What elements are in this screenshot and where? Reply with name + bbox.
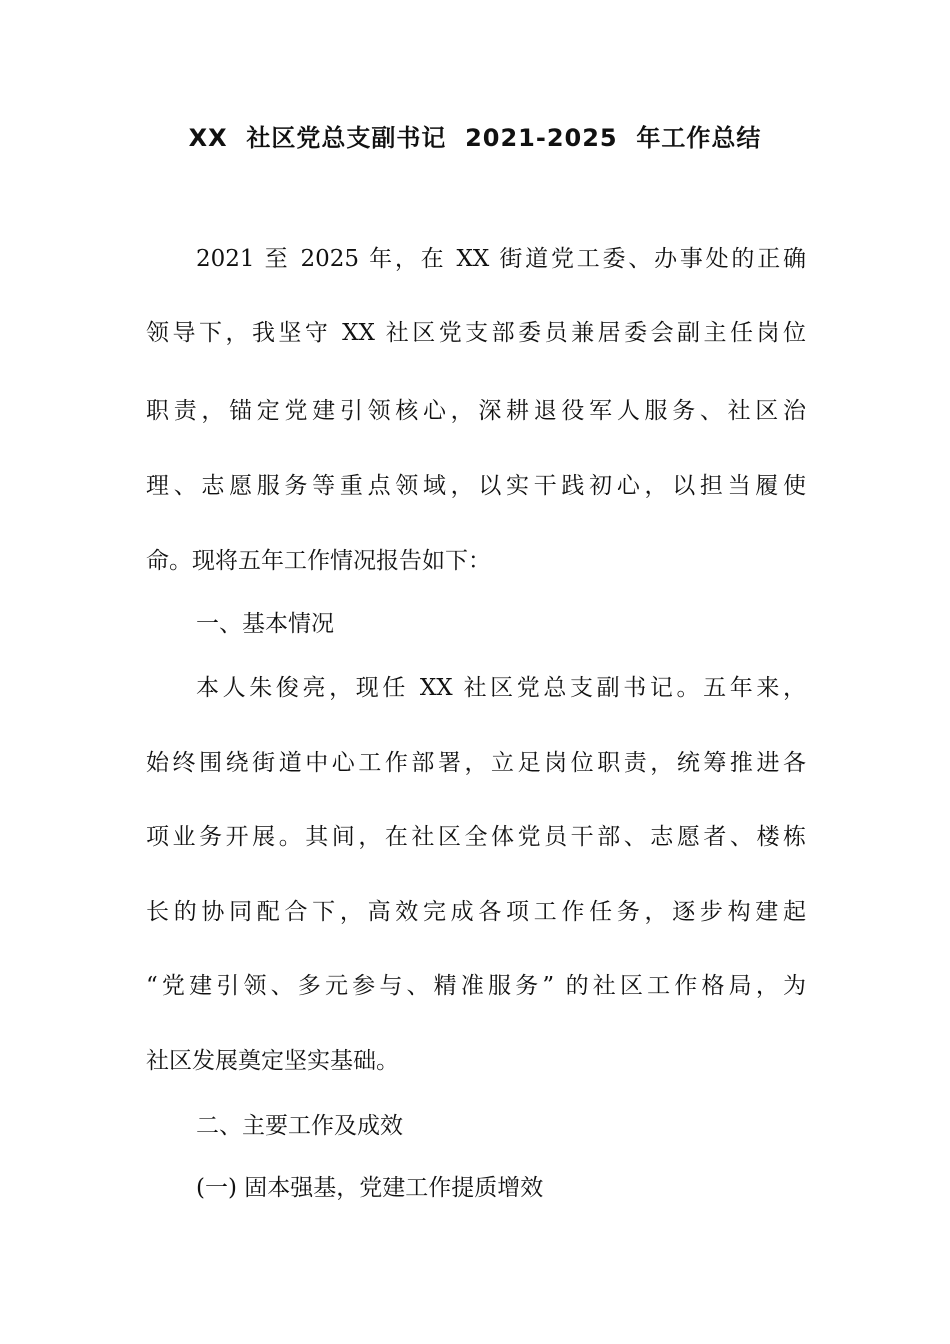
section-heading: 一、基本情况 xyxy=(196,611,334,637)
document-title: XX 社区党总支副书记 2021-2025 年工作总结 xyxy=(188,124,762,152)
section-heading: 二、主要工作及成效 xyxy=(196,1113,403,1139)
subsection-heading: (一) 固本强基，党建工作提质增效 xyxy=(196,1175,544,1201)
paragraph-line: 职责，锚定党建引领核心，深耕退役军人服务、社区治 xyxy=(146,398,806,424)
paragraph-line: 长的协同配合下，高效完成各项工作任务，逐步构建起 xyxy=(146,899,806,925)
paragraph-line: 始终围绕街道中心工作部署，立足岗位职责，统筹推进各 xyxy=(146,750,806,776)
paragraph-line: 本人朱俊亮，现任 XX 社区党总支副书记。五年来， xyxy=(196,675,806,701)
paragraph-line: 理、志愿服务等重点领域，以实干践初心，以担当履使 xyxy=(146,473,806,499)
paragraph-line: “党建引领、多元参与、精准服务” 的社区工作格局，为 xyxy=(146,973,806,999)
paragraph-line: 社区发展奠定坚实基础。 xyxy=(146,1048,399,1074)
paragraph-line: 项业务开展。其间，在社区全体党员干部、志愿者、楼栋 xyxy=(146,824,806,850)
paragraph-line: 领导下，我坚守 XX 社区党支部委员兼居委会副主任岗位 xyxy=(146,320,806,346)
paragraph-line: 2021 至 2025 年，在 XX 街道党工委、办事处的正确 xyxy=(196,246,806,272)
paragraph-line: 命。现将五年工作情况报告如下： xyxy=(146,548,491,574)
